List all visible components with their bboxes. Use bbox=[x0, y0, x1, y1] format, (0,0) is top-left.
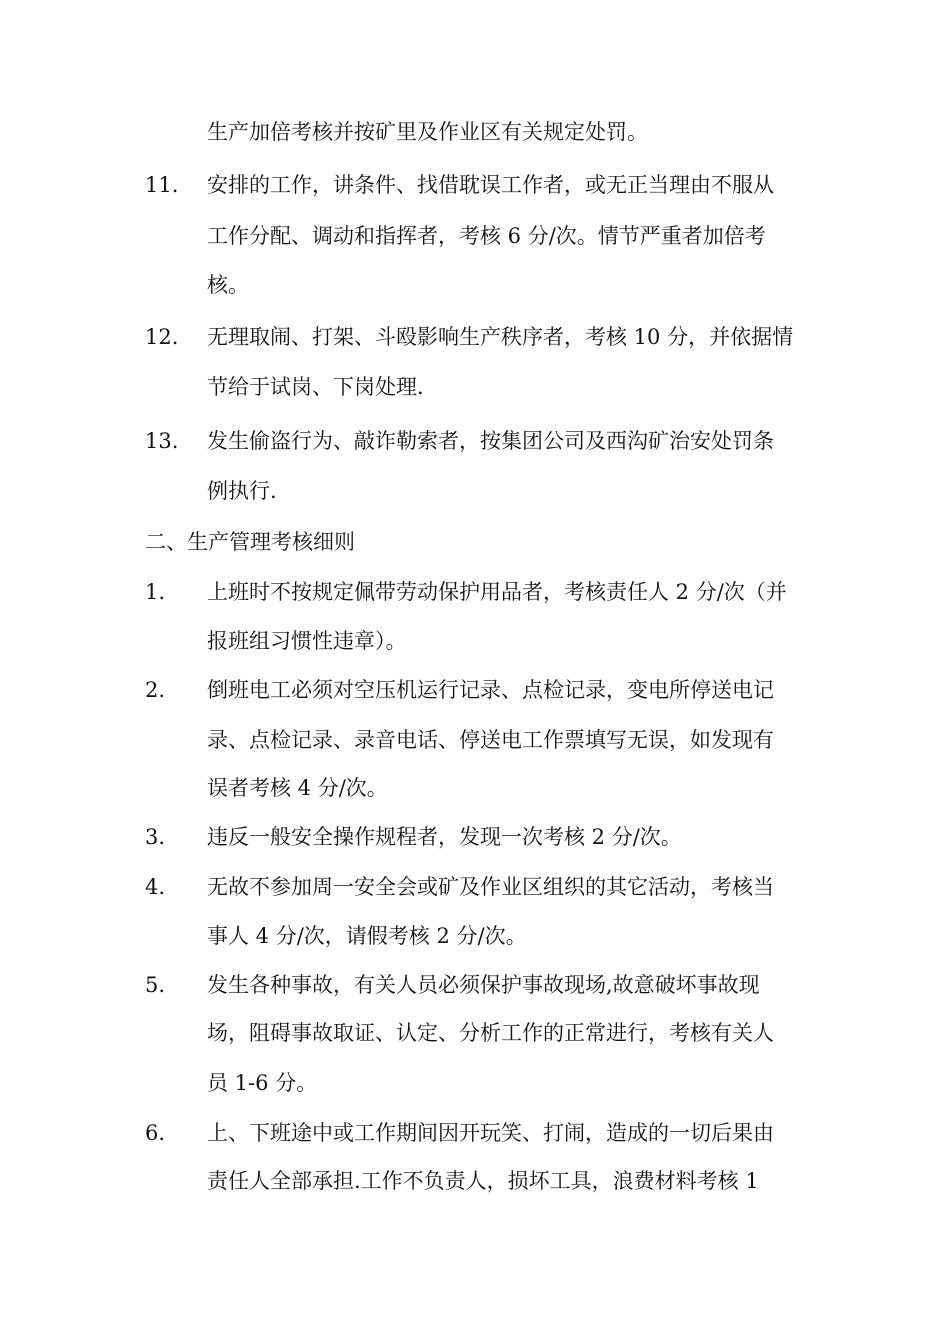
paragraph-line: 无理取闹、打架、斗殴影响生产秩序者，考核 10 分，并依据情 bbox=[207, 325, 794, 349]
item-number: 6. bbox=[145, 1121, 166, 1145]
item-number: 5. bbox=[145, 973, 166, 997]
item-number: 1. bbox=[145, 580, 166, 604]
paragraph-line: 节给于试岗、下岗处理. bbox=[207, 375, 424, 399]
paragraph-line: 发生各种事故，有关人员必须保护事故现场,故意破坏事故现 bbox=[207, 973, 760, 997]
paragraph-line: 上、下班途中或工作期间因开玩笑、打闹，造成的一切后果由 bbox=[207, 1121, 774, 1145]
item-number: 3. bbox=[145, 825, 166, 849]
paragraph-line: 违反一般安全操作规程者，发现一次考核 2 分/次。 bbox=[207, 825, 682, 849]
paragraph-line: 录、点检记录、录音电话、停送电工作票填写无误，如发现有 bbox=[207, 728, 774, 752]
paragraph-line: 无故不参加周一安全会或矿及作业区组织的其它活动，考核当 bbox=[207, 875, 774, 899]
paragraph-line: 员 1-6 分。 bbox=[207, 1071, 318, 1095]
paragraph-line: 核。 bbox=[207, 273, 249, 297]
item-number: 12. bbox=[145, 325, 179, 349]
paragraph-line: 例执行. bbox=[207, 479, 277, 503]
paragraph-line: 工作分配、调动和指挥者，考核 6 分/次。情节严重者加倍考 bbox=[207, 224, 766, 248]
paragraph-line: 发生偷盗行为、敲诈勒索者，按集团公司及西沟矿治安处罚条 bbox=[207, 429, 774, 453]
paragraph-line: 场，阻碍事故取证、认定、分析工作的正常进行，考核有关人 bbox=[207, 1021, 774, 1045]
paragraph-line: 误者考核 4 分/次。 bbox=[207, 776, 388, 800]
item-number: 13. bbox=[145, 429, 179, 453]
paragraph-line: 安排的工作，讲条件、找借耽误工作者，或无正当理由不服从 bbox=[207, 173, 774, 197]
paragraph-line: 责任人全部承担.工作不负责人，损坏工具，浪费材料考核 1 bbox=[207, 1169, 759, 1193]
item-number: 4. bbox=[145, 875, 166, 899]
paragraph-line: 生产加倍考核并按矿里及作业区有关规定处罚。 bbox=[207, 120, 648, 144]
paragraph-line: 事人 4 分/次，请假考核 2 分/次。 bbox=[207, 924, 527, 948]
paragraph-line: 报班组习惯性违章）。 bbox=[207, 629, 407, 653]
item-number: 2. bbox=[145, 678, 166, 702]
section-heading: 二、生产管理考核细则 bbox=[145, 530, 355, 554]
paragraph-line: 倒班电工必须对空压机运行记录、点检记录，变电所停送电记 bbox=[207, 678, 774, 702]
item-number: 11. bbox=[145, 173, 179, 197]
paragraph-line: 上班时不按规定佩带劳动保护用品者，考核责任人 2 分/次（并 bbox=[207, 580, 787, 604]
